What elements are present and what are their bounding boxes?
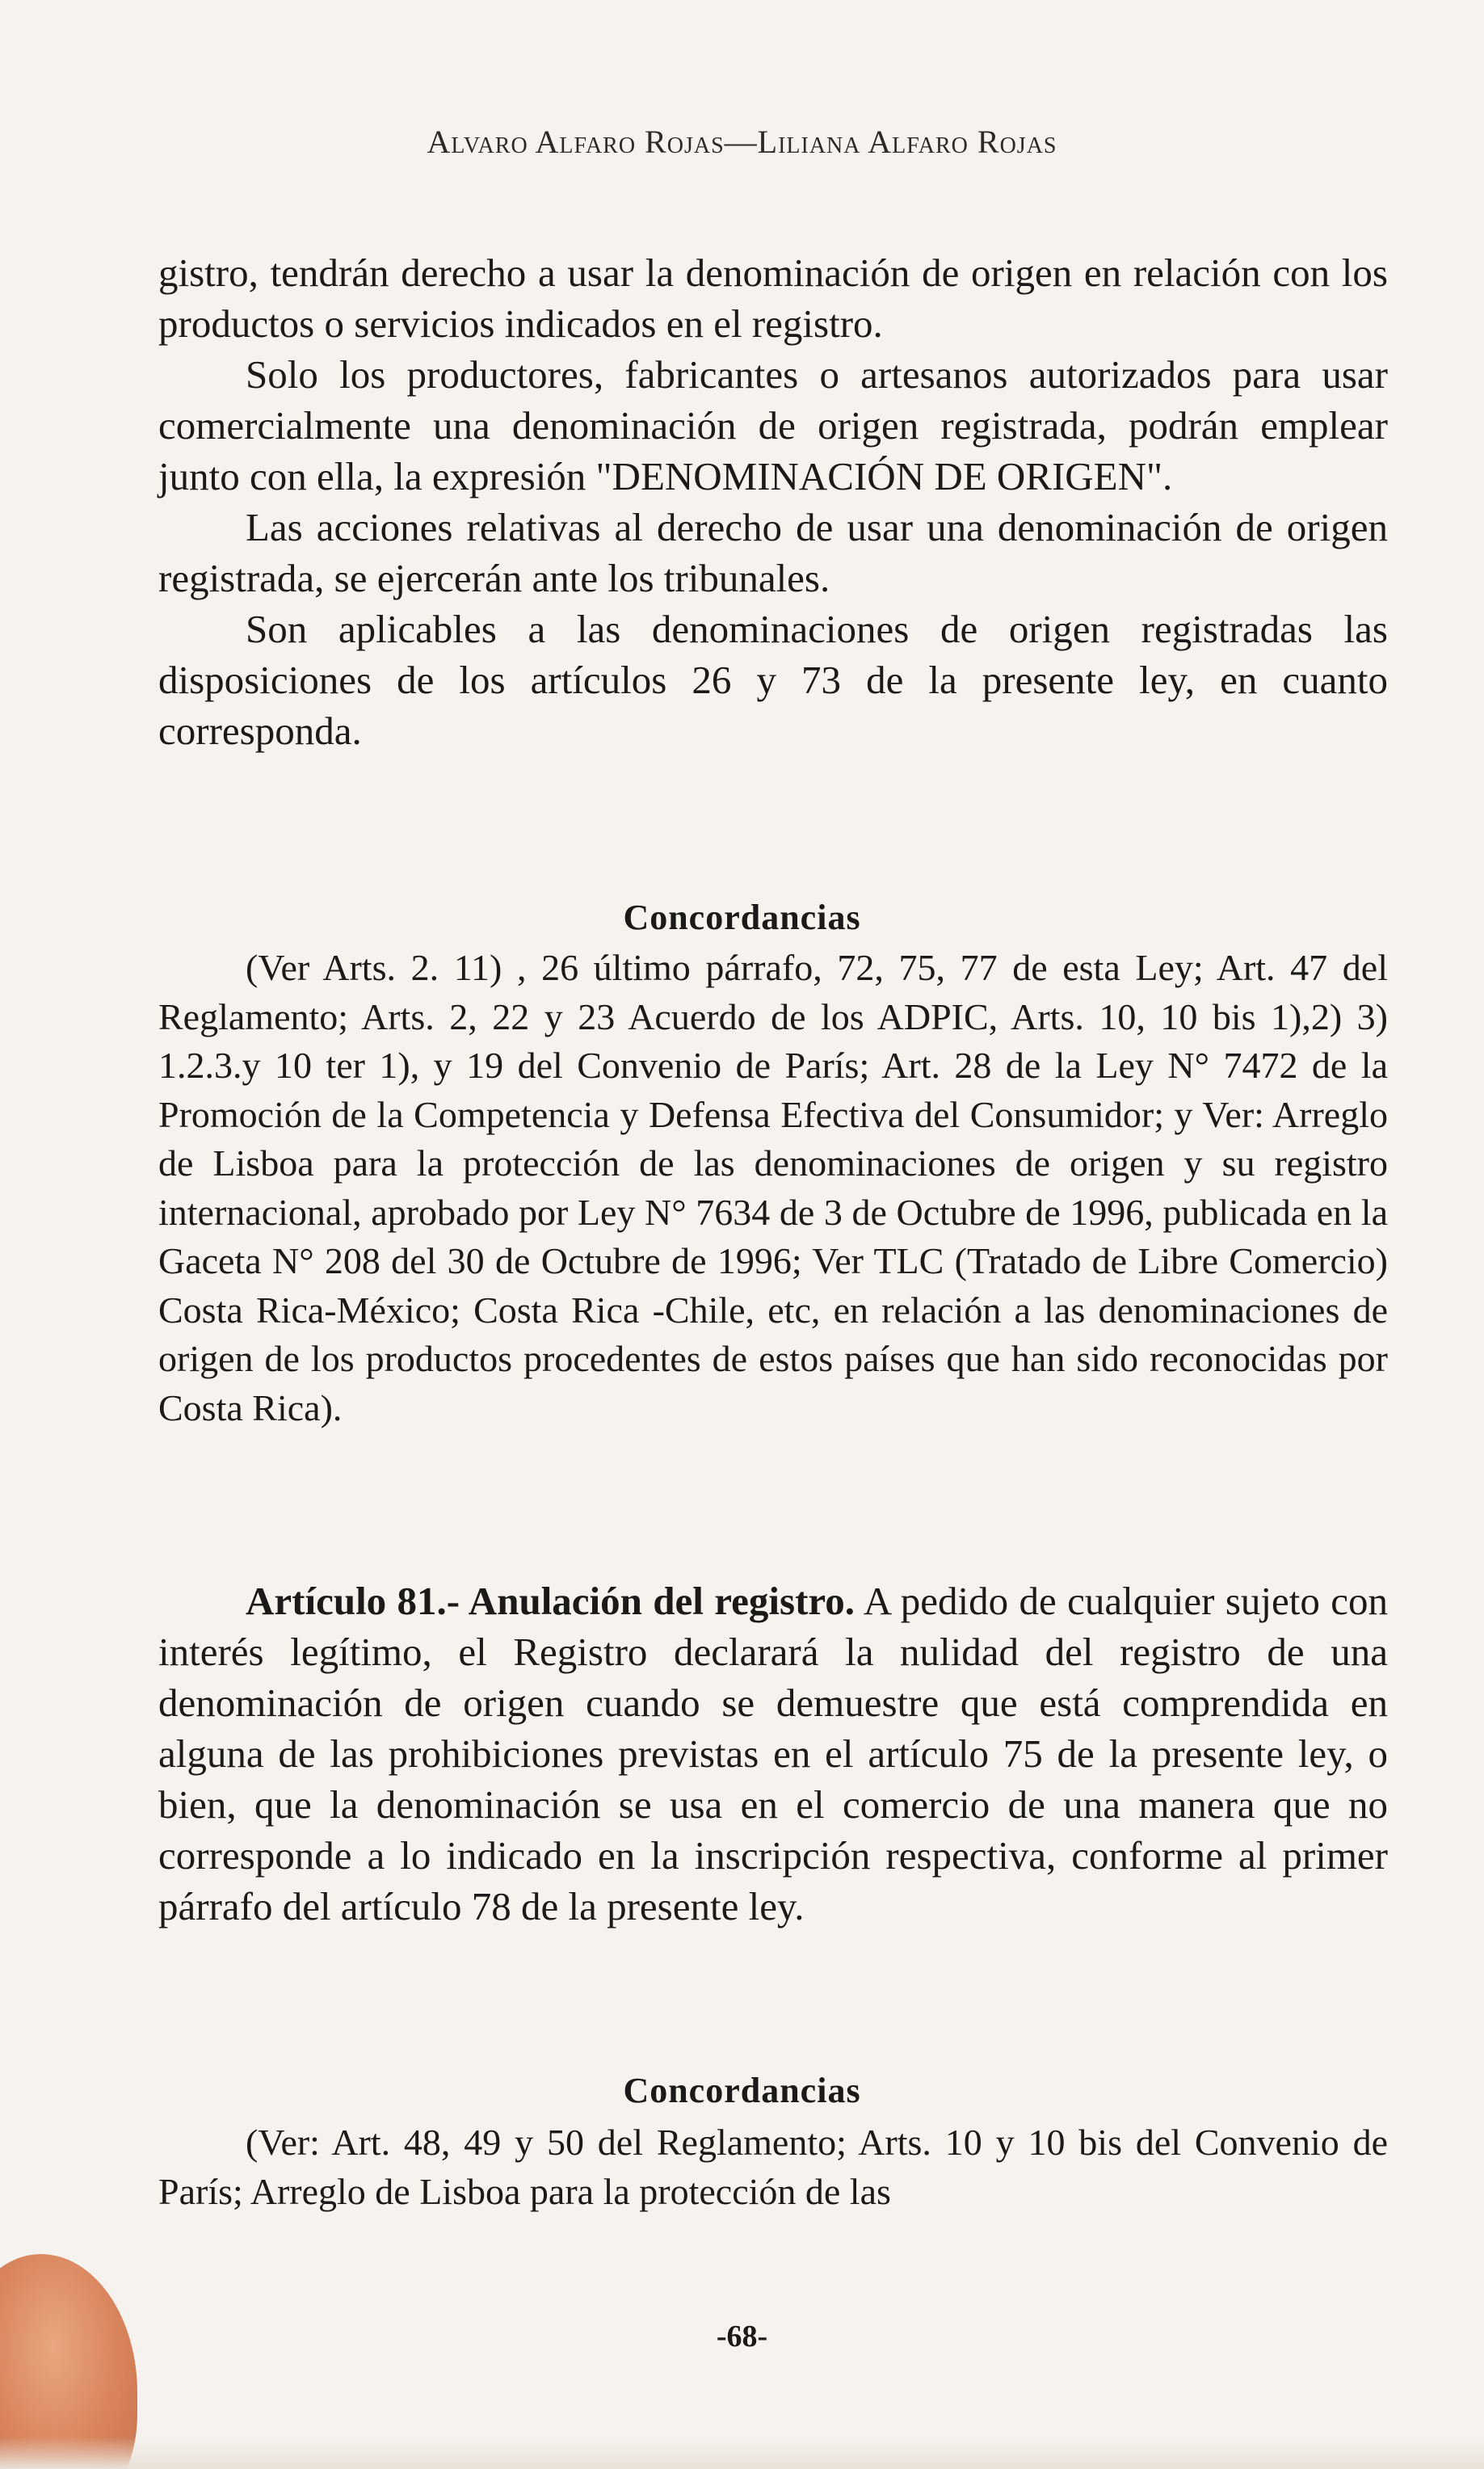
article-81 [158, 1575, 1388, 1932]
article-81-body: A pedido de cualquier sujeto con interés legítimo, el Registro declarará la nulidad del registro de una denominación de origen cuando se demuestre que está comprendida en alguna de las prohibiciones previstas en el artículo 75 de la presente ley, o bien, que la denominación se usa en el comercio de una manera que no corresponde a lo indicado en la inscripción respectiva, conforme al primer párrafo del artículo 78 de la presente ley. [158, 1579, 1389, 1929]
concordancias-block-1 [158, 944, 1388, 1432]
paragraph-continuation: gistro, tendrán derecho a usar la denominación de origen en relación con los productos o servicios indicados en el registro. [158, 250, 1388, 346]
concordancias-block-2 [158, 2118, 1388, 2216]
article-81-title: Artículo 81.- Anulación del registro. [246, 1579, 856, 1623]
paragraph-acciones: Las acciones relativas al derecho de usar una denominación de origen registrada, se ejercerán ante los tribunales. [158, 505, 1388, 600]
concordancias-heading-1: Concordancias [623, 898, 861, 937]
paragraph-aplicables: Son aplicables a las denominaciones de origen registradas las disposiciones de los artículos 26 y 73 de la presente ley, en cuanto corresponda. [158, 607, 1388, 753]
paragraph-productores: Solo los productores, fabricantes o artesanos autorizados para usar comercialmente una denominación de origen registrada, podrán emplear junto con ella, la expresión "DENOMINACIÓN DE ORIGEN". [158, 352, 1388, 498]
concordancias-text-2: (Ver: Art. 48, 49 y 50 del Reglamento; Arts. 10 y 10 bis del Convenio de París; Arreglo de Lisboa para la protección de las [158, 2122, 1388, 2212]
concordancias-text-1: (Ver Arts. 2. 11) , 26 último párrafo, 72, 75, 77 de esta Ley; Art. 47 del Reglamento; Arts. 2, 22 y 23 Acuerdo de los ADPIC, Arts. 10, 10 bis 1),2) 3) 1.2.3.y 10 ter 1), y 19 del Convenio de París; Art. 28 de la Ley N° 7472 de la Promoción de la Competencia y Defensa Efectiva del Consumidor; y Ver: Arreglo de Lisboa para la protección de las denominaciones de origen y su registro internacional, aprobado por Ley N° 7634 de 3 de Octubre de 1996, publicada en la Gaceta N° 208 del 30 de Octubre de 1996; Ver TLC (Tratado de Libre Comercio) Costa Rica-México; Costa Rica -Chile, etc, en relación a las denominaciones de origen de los productos procedentes de estos países que han sido reconocidas por Costa Rica). [158, 947, 1388, 1428]
body-text-top [158, 247, 1388, 756]
article-81-paragraph [158, 1575, 1388, 1932]
thumb-image [0, 2254, 137, 2469]
concordancias-heading-2: Concordancias [623, 2071, 861, 2110]
running-head: Alvaro Alfaro Rojas—Liliana Alfaro Rojas [427, 124, 1057, 160]
page-number: -68- [716, 2320, 768, 2353]
